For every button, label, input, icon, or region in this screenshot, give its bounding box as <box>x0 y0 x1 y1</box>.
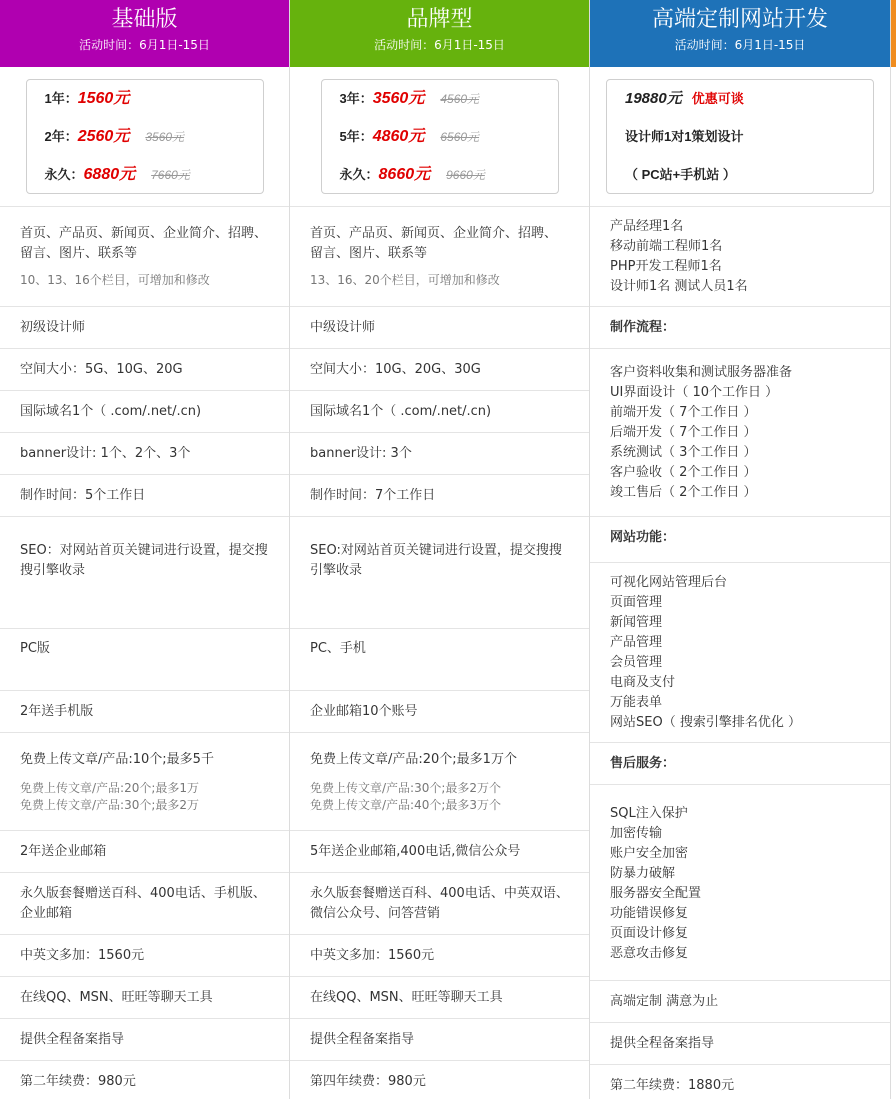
feature-row: 首页、产品页、新闻页、企业简介、招聘、留言、图片、联系等 10、13、16个栏目，可增加和修改 <box>0 207 289 307</box>
plan-custom <box>590 0 890 1099</box>
feature-row: 初级设计师 <box>0 307 289 349</box>
feature-row: 企业邮箱10个账号 <box>290 691 589 733</box>
price-area <box>590 67 890 207</box>
plan-subtitle: 活动时间：6月1日-15日 <box>374 38 505 52</box>
feature-row: 中级设计师 <box>290 307 589 349</box>
price-line: 1年：1560元 <box>44 90 130 107</box>
price-line: 3年：3560元 4560元 <box>339 90 480 107</box>
team-row: 产品经理1名 移动前端工程师1名 PHP开发工程师1名 设计师1名 测试人员1名 <box>590 207 890 307</box>
price-line: 永久：8660元 9660元 <box>339 166 485 183</box>
aftersale-row: SQL注入保护 加密传输 账户安全加密 防暴力破解 服务器安全配置 功能错误修复 页面设计修复 恶意攻击修复 <box>590 785 890 981</box>
plan-title: 品牌型 <box>406 7 473 32</box>
price-area <box>290 67 589 207</box>
feature-row: 第四年续费：980元 <box>310 1074 426 1089</box>
price-area <box>0 67 289 207</box>
next-column-edge <box>891 0 896 1099</box>
features-heading: 网站功能： <box>590 517 890 563</box>
feature-row: PC版 <box>0 629 289 691</box>
design-line: 设计师1对1策划设计 <box>625 129 744 144</box>
price-box <box>26 79 264 194</box>
feature-row: 高端定制 满意为止 <box>590 981 890 1023</box>
feature-row: 空间大小：10G、20G、30G <box>290 349 589 391</box>
feature-row: 提供全程备案指导 <box>0 1019 289 1061</box>
discount-tag: 优惠可谈 <box>691 91 744 106</box>
features-row: 可视化网站管理后台 页面管理 新闻管理 产品管理 会员管理 电商及支付 万能表单 网站SEO（ 搜索引擎排名优化 ） <box>590 563 890 743</box>
plan-subtitle: 活动时间：6月1日-15日 <box>79 38 210 52</box>
price-line: 5年：4860元 6560元 <box>339 128 480 145</box>
feature-row: 提供全程备案指导 <box>590 1023 890 1065</box>
feature-row: 第二年续费：980元 <box>20 1074 136 1089</box>
price-line: 2年：2560元 3560元 <box>44 128 185 145</box>
feature-row: 永久版套餐赠送百科、400电话、中英双语、微信公众号、问答营销 <box>290 873 589 935</box>
feature-row: banner设计: 1个、2个、3个 <box>0 433 289 475</box>
feature-row: 第二年续费：1880元 <box>610 1078 735 1093</box>
plan-basic-header <box>0 0 289 67</box>
feature-row: 永久版套餐赠送百科、400电话、手机版、企业邮箱 <box>0 873 289 935</box>
feature-row: 国际域名1个（ .com/.net/.cn) <box>0 391 289 433</box>
platform-line: （ PC站+手机站 ） <box>625 167 736 182</box>
plan-brand-header <box>290 0 589 67</box>
process-row: 客户资料收集和测试服务器准备 UI界面设计（ 10个工作日 ） 前端开发（ 7个工作日 ） 后端开发（ 7个工作日 ） 系统测试（ 3个工作日 ） 客户验收（ 2个工作日 ） 竣工售后（ 2个工作日 ） <box>590 349 890 517</box>
plan-title: 高端定制网站开发 <box>651 7 828 32</box>
feature-row: 在线QQ、MSN、旺旺等聊天工具 <box>0 977 289 1019</box>
plan-subtitle: 活动时间：6月1日-15日 <box>674 38 806 52</box>
feature-row: PC、手机 <box>290 629 589 691</box>
feature-row: 制作时间：5个工作日 <box>0 475 289 517</box>
feature-row: 2年送企业邮箱 <box>0 831 289 873</box>
feature-row: 5年送企业邮箱,400电话,微信公众号 <box>290 831 589 873</box>
feature-row: 中英文多加：1560元 <box>0 935 289 977</box>
price-line: 19880元 优惠可谈 <box>625 90 744 107</box>
plan-brand <box>290 0 589 1099</box>
feature-row: 免费上传文章/产品:10个;最多5千 免费上传文章/产品:20个;最多1万 免费上传文章/产品:30个;最多2万 <box>0 733 289 831</box>
aftersale-heading: 售后服务： <box>590 743 890 785</box>
plan-title: 基础版 <box>111 7 178 32</box>
feature-row: 空间大小：5G、10G、20G <box>0 349 289 391</box>
feature-row: 2年送手机版 <box>0 691 289 733</box>
price-box <box>606 79 874 194</box>
feature-row: 制作时间：7个工作日 <box>290 475 589 517</box>
price-box <box>321 79 559 194</box>
plan-custom-header <box>590 0 890 67</box>
price-line: 永久：6880元 7660元 <box>44 166 190 183</box>
feature-row: banner设计: 3个 <box>290 433 589 475</box>
feature-row: SEO:对网站首页关键词进行设置，提交搜搜引擎收录 <box>290 517 589 629</box>
feature-row: 首页、产品页、新闻页、企业简介、招聘、留言、图片、联系等 13、16、20个栏目，可增加和修改 <box>290 207 589 307</box>
feature-row: 免费上传文章/产品:20个;最多1万个 免费上传文章/产品:30个;最多2万个 免费上传文章/产品:40个;最多3万个 <box>290 733 589 831</box>
feature-row: 国际域名1个（ .com/.net/.cn) <box>290 391 589 433</box>
feature-row: 在线QQ、MSN、旺旺等聊天工具 <box>290 977 589 1019</box>
process-heading: 制作流程： <box>590 307 890 349</box>
plan-basic <box>0 0 289 1099</box>
feature-row: 中英文多加：1560元 <box>290 935 589 977</box>
feature-row: SEO：对网站首页关键词进行设置，提交搜搜引擎收录 <box>0 517 289 629</box>
feature-row: 提供全程备案指导 <box>290 1019 589 1061</box>
